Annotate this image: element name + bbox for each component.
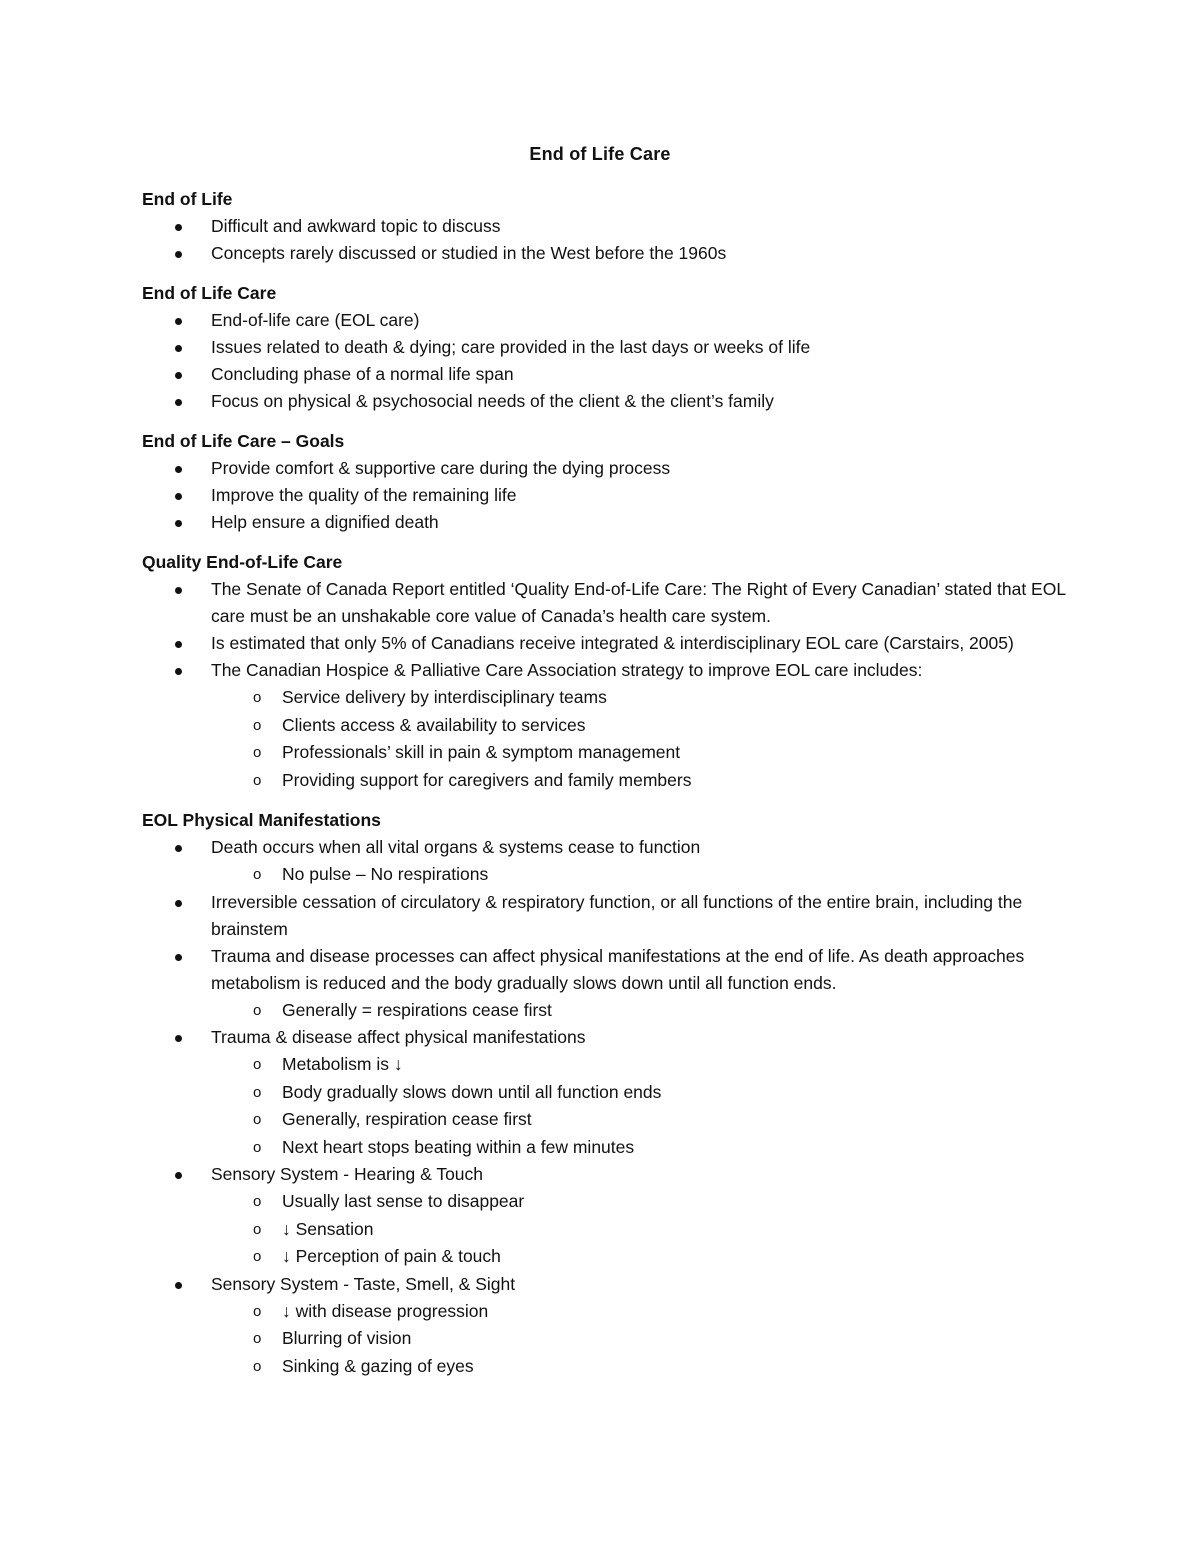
list-item: [142, 213, 1072, 240]
hollow-bullet-icon: o: [253, 689, 262, 706]
sub-list-item-text: Usually last sense to disappear: [282, 1191, 525, 1211]
bullet-list: [142, 834, 1072, 1380]
list-item: [142, 1024, 1072, 1161]
section-heading: Quality End-of-Life Care: [142, 552, 343, 572]
list-item-text: Improve the quality of the remaining life: [211, 485, 517, 505]
section-heading: End of Life Care: [142, 283, 277, 303]
sub-list-item-text: Generally, respiration cease first: [282, 1109, 532, 1129]
list-item-text: Death occurs when all vital organs & systems cease to function: [211, 837, 701, 857]
section: [142, 807, 1072, 1380]
bullet-icon: [175, 587, 182, 594]
list-item-text: Provide comfort & supportive care during the dying process: [211, 458, 671, 478]
hollow-bullet-icon: o: [253, 866, 262, 883]
list-item: [142, 943, 1072, 1025]
bullet-icon: [175, 1282, 182, 1289]
list-item: [142, 889, 1072, 943]
list-item-text: Trauma & disease affect physical manifestations: [211, 1027, 586, 1047]
section: [142, 280, 1072, 415]
list-item-text: The Senate of Canada Report entitled ‘Quality End-of-Life Care: The Right of Every Canadian’ stated that EOL care must be an unshakable core value of Canada’s health care system.: [211, 579, 1066, 626]
sub-list-item: [142, 1188, 1072, 1216]
list-item: [142, 482, 1072, 509]
bullet-icon: [175, 520, 182, 527]
sub-list: [211, 997, 1072, 1025]
sub-list-item-text: Service delivery by interdisciplinary teams: [282, 687, 607, 707]
list-item-text: The Canadian Hospice & Palliative Care Association strategy to improve EOL care includes:: [211, 660, 923, 680]
sub-list-item-text: Next heart stops beating within a few minutes: [282, 1136, 635, 1157]
hollow-bullet-icon: o: [253, 771, 262, 789]
sub-list-item: [142, 1079, 1072, 1107]
list-item-text: Difficult and awkward topic to discuss: [211, 216, 501, 236]
hollow-bullet-icon: o: [253, 1220, 262, 1238]
list-item-text: Sensory System - Hearing & Touch: [211, 1164, 484, 1184]
bullet-icon: [175, 954, 182, 961]
sub-list-item: [142, 1106, 1072, 1134]
sub-list: [211, 1298, 1072, 1381]
sub-list-item: [142, 1134, 1072, 1162]
sub-list: [211, 1188, 1072, 1271]
bullet-icon: [175, 318, 182, 325]
sub-list-item-text: Metabolism is ↓: [282, 1054, 403, 1074]
section: [142, 428, 1072, 536]
sub-list-item: [142, 1353, 1072, 1381]
bullet-list: [142, 576, 1072, 794]
bullet-icon: [175, 224, 182, 231]
sub-list-item-text: ↓ with disease progression: [282, 1300, 489, 1321]
list-item: [142, 307, 1072, 334]
sub-list-item: [142, 684, 1072, 712]
sub-list-item-text: Sinking & gazing of eyes: [282, 1355, 474, 1376]
list-item: [142, 1271, 1072, 1381]
hollow-bullet-icon: o: [253, 1330, 262, 1347]
hollow-bullet-icon: o: [253, 1138, 262, 1156]
bullet-icon: [175, 345, 182, 352]
hollow-bullet-icon: o: [253, 1111, 262, 1128]
list-item: [142, 334, 1072, 361]
bullet-icon: [175, 668, 182, 675]
bullet-icon: [175, 399, 182, 406]
list-item-text: Help ensure a dignified death: [211, 512, 439, 532]
sub-list-item: [142, 997, 1072, 1025]
bullet-icon: [175, 1172, 182, 1179]
sub-list-item-text: No pulse – No respirations: [282, 864, 489, 884]
sub-list-item-text: ↓ Sensation: [282, 1218, 374, 1239]
list-item-text: Focus on physical & psychosocial needs of the client & the client’s family: [211, 391, 774, 411]
sub-list-item: [142, 1051, 1072, 1079]
list-item: [142, 388, 1072, 415]
list-item-text: Trauma and disease processes can affect physical manifestations at the end of life. As death approaches metabolism is reduced and the body gradually slows down until all function ends.: [211, 945, 1025, 993]
section-heading: End of Life: [142, 189, 233, 209]
list-item: [142, 630, 1072, 657]
hollow-bullet-icon: o: [253, 1193, 262, 1210]
list-item: [142, 361, 1072, 388]
bullet-icon: [175, 900, 182, 907]
sub-list-item: [142, 861, 1072, 889]
sub-list-item-text: Clients access & availability to services: [282, 714, 586, 735]
sub-list-item: [142, 1325, 1072, 1353]
section-heading: End of Life Care – Goals: [142, 431, 345, 451]
sub-list-item: [142, 1243, 1072, 1271]
bullet-icon: [175, 251, 182, 258]
list-item-text: Concepts rarely discussed or studied in the West before the 1960s: [211, 243, 727, 263]
hollow-bullet-icon: o: [253, 716, 262, 734]
bullet-icon: [175, 1035, 182, 1042]
bullet-icon: [175, 372, 182, 379]
section: [142, 549, 1072, 794]
sub-list-item: [142, 739, 1072, 767]
list-item-text: Concluding phase of a normal life span: [211, 364, 514, 384]
list-item: [142, 509, 1072, 536]
bullet-list: [142, 455, 1072, 536]
bullet-list: [142, 213, 1072, 267]
list-item-text: Irreversible cessation of circulatory & respiratory function, or all functions of the entire brain, including the brainstem: [211, 891, 1023, 939]
sub-list-item-text: ↓ Perception of pain & touch: [282, 1246, 501, 1266]
bullet-icon: [175, 845, 182, 852]
sub-list-item-text: Blurring of vision: [282, 1328, 412, 1348]
section: [142, 186, 1072, 267]
list-item-text: End-of-life care (EOL care): [211, 310, 420, 330]
list-item-text: Issues related to death & dying; care provided in the last days or weeks of life: [211, 337, 811, 357]
sub-list-item-text: Providing support for caregivers and family members: [282, 769, 692, 790]
sub-list: [211, 684, 1072, 794]
sub-list-item: [142, 767, 1072, 795]
list-item-text: Is estimated that only 5% of Canadians receive integrated & interdisciplinary EOL care (Carstairs, 2005): [211, 633, 1014, 653]
hollow-bullet-icon: o: [253, 1001, 262, 1019]
list-item: [142, 834, 1072, 889]
document-title: End of Life Care: [529, 144, 671, 164]
hollow-bullet-icon: o: [253, 1083, 262, 1101]
sub-list: [211, 861, 1072, 889]
list-item: [142, 1161, 1072, 1271]
hollow-bullet-icon: o: [253, 1357, 262, 1375]
section-heading: EOL Physical Manifestations: [142, 810, 381, 830]
sub-list: [211, 1051, 1072, 1161]
sub-list-item-text: Generally = respirations cease first: [282, 999, 552, 1020]
hollow-bullet-icon: o: [253, 1302, 262, 1320]
list-item: [142, 240, 1072, 267]
list-item: [142, 455, 1072, 482]
sub-list-item: [142, 712, 1072, 740]
sub-list-item: [142, 1298, 1072, 1326]
bullet-list: [142, 307, 1072, 415]
list-item-text: Sensory System - Taste, Smell, & Sight: [211, 1273, 516, 1294]
document-body: [142, 186, 1072, 1393]
hollow-bullet-icon: o: [253, 744, 262, 761]
sub-list-item: [142, 1216, 1072, 1244]
bullet-icon: [175, 641, 182, 648]
list-item: [142, 576, 1072, 630]
sub-list-item-text: Professionals’ skill in pain & symptom management: [282, 742, 681, 762]
sub-list-item-text: Body gradually slows down until all function ends: [282, 1081, 662, 1102]
bullet-icon: [175, 493, 182, 500]
list-item: [142, 657, 1072, 794]
hollow-bullet-icon: o: [253, 1248, 262, 1265]
hollow-bullet-icon: o: [253, 1056, 262, 1073]
bullet-icon: [175, 466, 182, 473]
